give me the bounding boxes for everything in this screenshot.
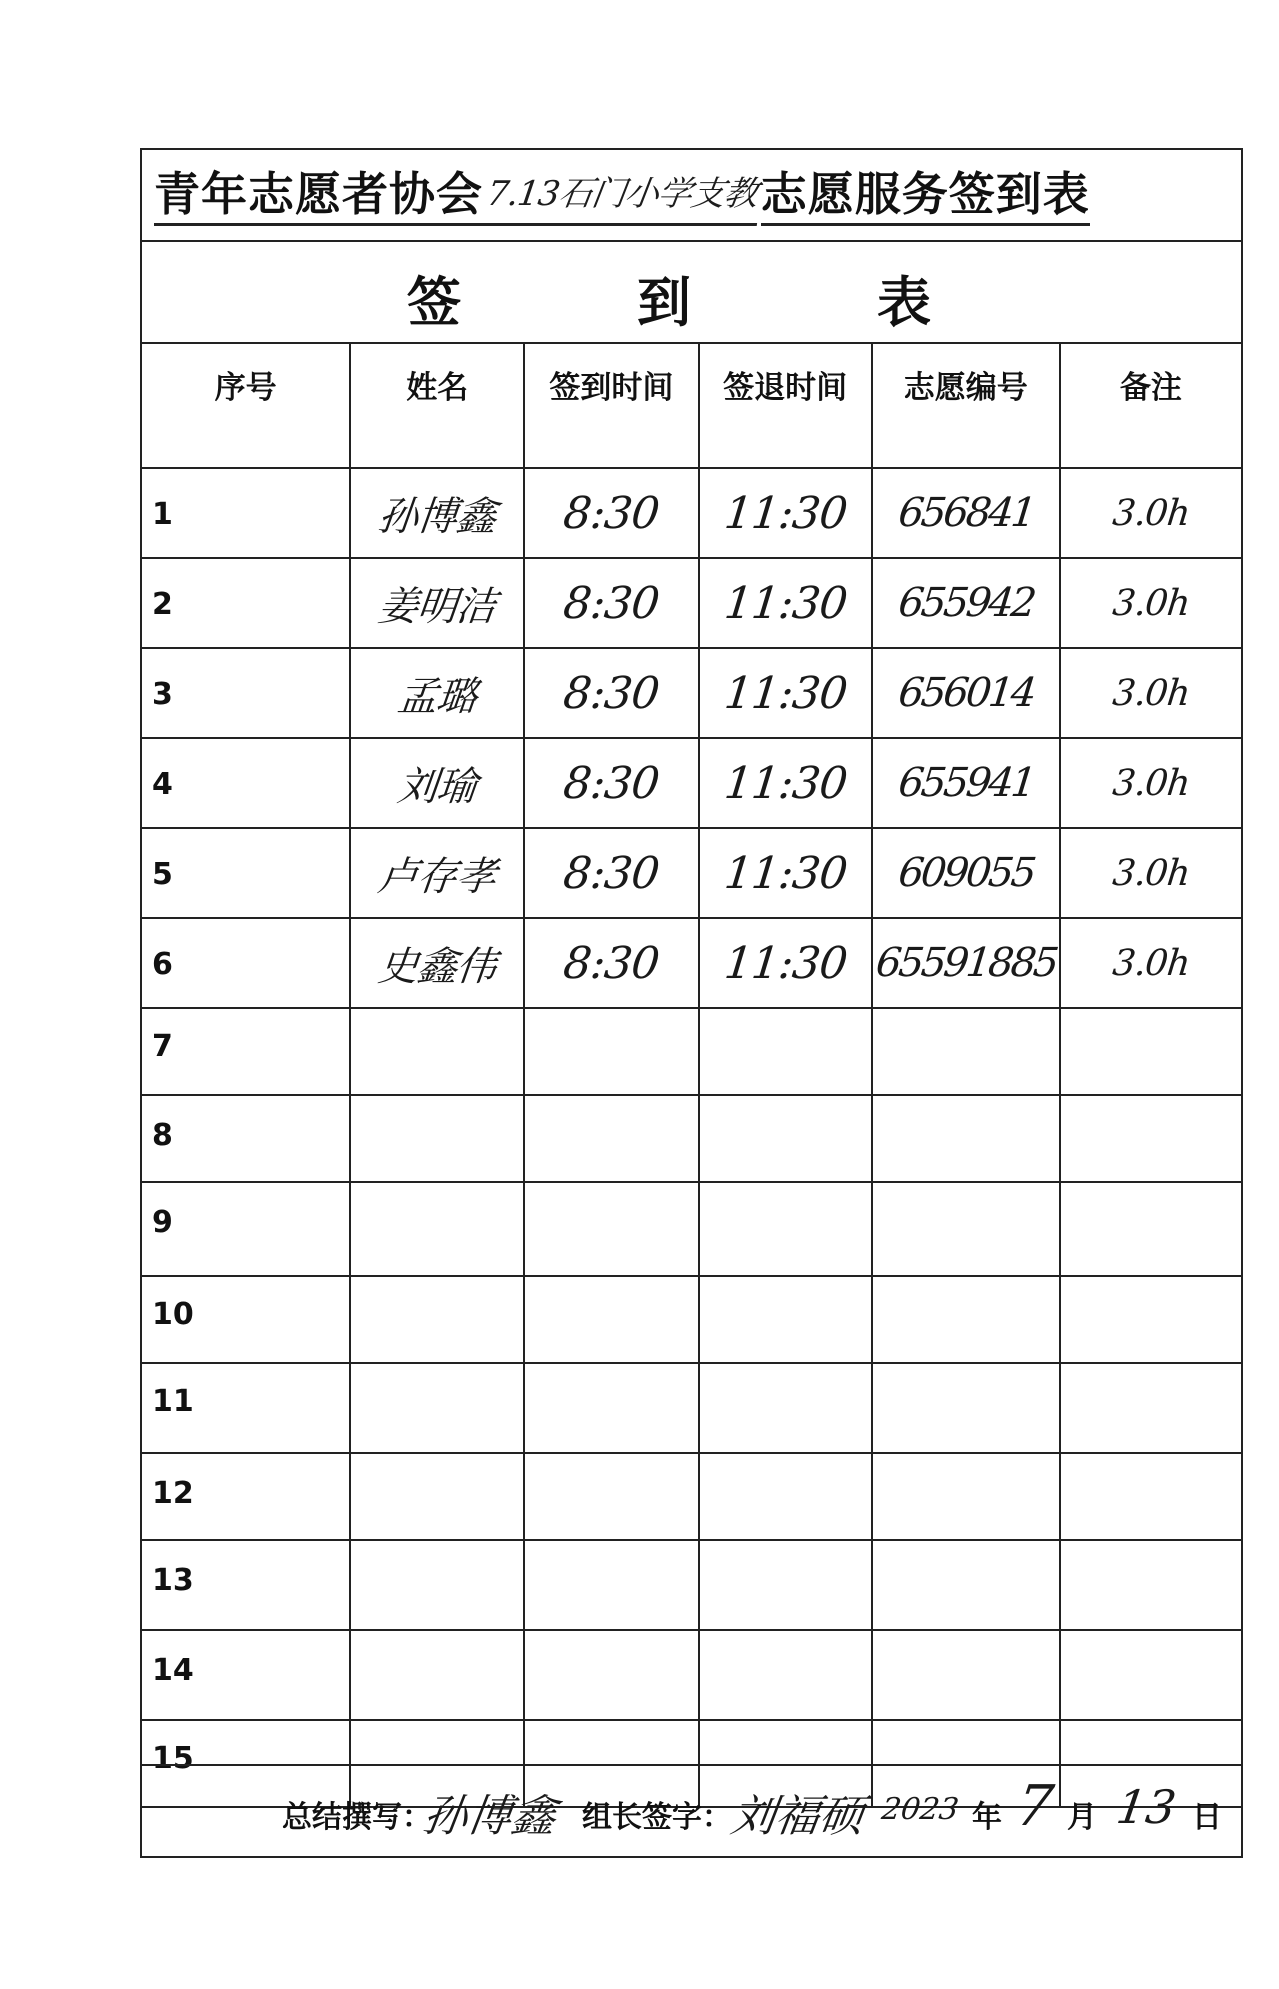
header-index: 序号 bbox=[142, 342, 350, 468]
index-cell bbox=[142, 1095, 350, 1182]
sign-out-time-cell-text: 11:30 bbox=[721, 667, 849, 719]
header-row bbox=[142, 342, 1241, 468]
table-row bbox=[142, 1453, 1241, 1540]
sign-out-time-cell bbox=[699, 1182, 872, 1276]
sign-out-time-cell bbox=[699, 1095, 872, 1182]
index-cell-text: 12 bbox=[152, 1476, 194, 1511]
volunteer-id-cell-text: 65591885 bbox=[873, 940, 1058, 986]
sign-in-time-cell bbox=[524, 558, 698, 648]
volunteer-id-cell-text: 655942 bbox=[895, 580, 1036, 626]
sign-in-time-cell-text: 8:30 bbox=[561, 847, 662, 899]
index-cell bbox=[142, 468, 350, 558]
index-cell bbox=[142, 1540, 350, 1630]
volunteer-id-cell bbox=[872, 558, 1060, 648]
volunteer-id-cell bbox=[872, 1363, 1060, 1453]
name-cell bbox=[350, 1008, 524, 1095]
summary-signature: 孙博鑫 bbox=[419, 1791, 559, 1842]
volunteer-id-cell bbox=[872, 648, 1060, 738]
index-cell-text: 4 bbox=[152, 767, 173, 802]
remark-cell bbox=[1060, 558, 1241, 648]
sign-in-time-cell-text: 8:30 bbox=[561, 757, 662, 809]
table-row bbox=[142, 648, 1241, 738]
title-prefix: 青年志愿者协会 bbox=[154, 165, 483, 226]
remark-cell bbox=[1060, 1453, 1241, 1540]
sign-out-time-cell bbox=[699, 1363, 872, 1453]
sign-out-time-cell-text: 11:30 bbox=[721, 757, 849, 809]
volunteer-id-cell bbox=[872, 918, 1060, 1008]
volunteer-id-cell bbox=[872, 1540, 1060, 1630]
remark-cell bbox=[1060, 1095, 1241, 1182]
name-cell-text: 刘瑜 bbox=[395, 763, 479, 810]
index-cell bbox=[142, 1630, 350, 1720]
sign-out-time-cell-text: 11:30 bbox=[721, 937, 849, 989]
name-cell bbox=[350, 1095, 524, 1182]
table-row bbox=[142, 828, 1241, 918]
name-cell bbox=[350, 468, 524, 558]
sign-out-time-cell-text: 11:30 bbox=[721, 847, 849, 899]
name-cell-text: 孟璐 bbox=[395, 673, 479, 720]
table-row bbox=[142, 1540, 1241, 1630]
sign-in-time-cell bbox=[524, 918, 698, 1008]
sign-out-time-cell bbox=[699, 738, 872, 828]
sign-out-time-cell bbox=[699, 648, 872, 738]
index-cell-text: 11 bbox=[152, 1384, 194, 1419]
subtitle-char-1: 签 bbox=[407, 271, 461, 334]
sign-in-time-cell bbox=[524, 1363, 698, 1453]
sign-out-time-cell bbox=[699, 558, 872, 648]
index-cell bbox=[142, 1276, 350, 1363]
name-cell bbox=[350, 558, 524, 648]
header-name: 姓名 bbox=[350, 342, 524, 468]
index-cell-text: 8 bbox=[152, 1118, 173, 1153]
sign-out-time-cell bbox=[699, 1008, 872, 1095]
name-cell bbox=[350, 918, 524, 1008]
sign-in-time-cell-text: 8:30 bbox=[561, 577, 662, 629]
table-row bbox=[142, 468, 1241, 558]
sign-in-time-cell bbox=[524, 1453, 698, 1540]
day-value: 13 bbox=[1113, 1780, 1180, 1834]
index-cell-text: 7 bbox=[152, 1029, 173, 1064]
index-cell bbox=[142, 1453, 350, 1540]
volunteer-id-cell bbox=[872, 1630, 1060, 1720]
header-volunteer-id: 志愿编号 bbox=[872, 342, 1060, 468]
leader-signature: 刘福硕 bbox=[727, 1791, 867, 1842]
remark-cell bbox=[1060, 918, 1241, 1008]
sign-in-time-cell bbox=[524, 1630, 698, 1720]
index-cell bbox=[142, 828, 350, 918]
remark-cell bbox=[1060, 1363, 1241, 1453]
header-sign-in-time: 签到时间 bbox=[524, 342, 698, 468]
summary-label: 总结撰写： bbox=[282, 1800, 432, 1835]
index-cell bbox=[142, 1008, 350, 1095]
index-cell-text: 1 bbox=[152, 497, 173, 532]
sign-out-time-cell bbox=[699, 918, 872, 1008]
subtitle-row bbox=[142, 242, 1241, 344]
title-row bbox=[142, 150, 1241, 242]
index-cell bbox=[142, 558, 350, 648]
table-row bbox=[142, 1008, 1241, 1095]
sign-out-time-cell bbox=[699, 1453, 872, 1540]
name-cell bbox=[350, 1453, 524, 1540]
name-cell-text: 史鑫伟 bbox=[375, 943, 498, 990]
name-cell-text: 卢存孝 bbox=[375, 853, 498, 900]
volunteer-id-cell bbox=[872, 1182, 1060, 1276]
sign-in-time-cell bbox=[524, 648, 698, 738]
leader-label: 组长签字： bbox=[582, 1800, 732, 1835]
sign-out-time-cell bbox=[699, 1630, 872, 1720]
index-cell-text: 9 bbox=[152, 1205, 173, 1240]
subtitle-char-3: 表 bbox=[877, 271, 931, 334]
sign-out-time-cell bbox=[699, 468, 872, 558]
remark-cell bbox=[1060, 1008, 1241, 1095]
index-cell-text: 2 bbox=[152, 587, 173, 622]
sign-in-time-cell bbox=[524, 828, 698, 918]
name-cell bbox=[350, 648, 524, 738]
index-cell-text: 15 bbox=[152, 1741, 194, 1776]
sign-out-time-cell-text: 11:30 bbox=[721, 487, 849, 539]
name-cell bbox=[350, 738, 524, 828]
volunteer-id-cell-text: 655941 bbox=[895, 760, 1036, 806]
index-cell-text: 10 bbox=[152, 1297, 194, 1332]
index-cell-text: 6 bbox=[152, 947, 173, 982]
name-cell-text: 孙博鑫 bbox=[375, 493, 498, 540]
sign-in-time-cell bbox=[524, 468, 698, 558]
remark-cell-text: 3.0h bbox=[1110, 942, 1192, 984]
title-suffix: 志愿服务签到表 bbox=[761, 165, 1090, 226]
table-row bbox=[142, 918, 1241, 1008]
remark-cell-text: 3.0h bbox=[1110, 852, 1192, 894]
remark-cell-text: 3.0h bbox=[1110, 672, 1192, 714]
table-row bbox=[142, 1182, 1241, 1276]
volunteer-id-cell-text: 656841 bbox=[895, 490, 1036, 536]
name-cell bbox=[350, 1630, 524, 1720]
volunteer-id-cell bbox=[872, 1008, 1060, 1095]
table-row bbox=[142, 1095, 1241, 1182]
remark-cell bbox=[1060, 738, 1241, 828]
name-cell bbox=[350, 1540, 524, 1630]
index-cell bbox=[142, 918, 350, 1008]
month-value: 7 bbox=[1012, 1774, 1058, 1839]
volunteer-id-cell bbox=[872, 828, 1060, 918]
footer-row bbox=[142, 1764, 1241, 1856]
sign-out-time-cell bbox=[699, 1540, 872, 1630]
index-cell-text: 14 bbox=[152, 1653, 194, 1688]
index-cell bbox=[142, 1182, 350, 1276]
remark-cell bbox=[1060, 1276, 1241, 1363]
sign-in-time-cell bbox=[524, 1540, 698, 1630]
volunteer-id-cell bbox=[872, 1453, 1060, 1540]
volunteer-id-cell bbox=[872, 1095, 1060, 1182]
sign-in-time-cell bbox=[524, 738, 698, 828]
sign-out-time-cell-text: 11:30 bbox=[721, 577, 849, 629]
index-cell-text: 13 bbox=[152, 1563, 194, 1598]
sign-in-time-cell bbox=[524, 1008, 698, 1095]
index-cell-text: 3 bbox=[152, 677, 173, 712]
sign-in-time-cell bbox=[524, 1276, 698, 1363]
day-label: 日 bbox=[1192, 1800, 1222, 1835]
header-remark: 备注 bbox=[1060, 342, 1241, 468]
header-sign-out-time: 签退时间 bbox=[699, 342, 872, 468]
sign-in-time-cell bbox=[524, 1095, 698, 1182]
name-cell bbox=[350, 1276, 524, 1363]
table-row bbox=[142, 738, 1241, 828]
name-cell-text: 姜明洁 bbox=[375, 583, 498, 630]
index-cell bbox=[142, 648, 350, 738]
index-cell bbox=[142, 738, 350, 828]
sign-in-sheet bbox=[140, 148, 1243, 1858]
remark-cell bbox=[1060, 648, 1241, 738]
index-cell-text: 5 bbox=[152, 857, 173, 892]
sign-in-time-cell-text: 8:30 bbox=[561, 487, 662, 539]
sign-out-time-cell bbox=[699, 828, 872, 918]
month-label: 月 bbox=[1067, 1800, 1097, 1835]
index-cell bbox=[142, 1363, 350, 1453]
remark-cell-text: 3.0h bbox=[1110, 492, 1192, 534]
table-row bbox=[142, 1363, 1241, 1453]
remark-cell bbox=[1060, 828, 1241, 918]
remark-cell bbox=[1060, 468, 1241, 558]
sign-in-time-cell-text: 8:30 bbox=[561, 937, 662, 989]
sign-out-time-cell bbox=[699, 1276, 872, 1363]
remark-cell bbox=[1060, 1630, 1241, 1720]
year-label: 年 bbox=[972, 1800, 1002, 1835]
subtitle-char-2: 到 bbox=[637, 271, 691, 334]
volunteer-id-cell bbox=[872, 1276, 1060, 1363]
sign-in-time-cell-text: 8:30 bbox=[561, 667, 662, 719]
remark-cell-text: 3.0h bbox=[1110, 582, 1192, 624]
sign-in-time-cell bbox=[524, 1182, 698, 1276]
table-row bbox=[142, 1276, 1241, 1363]
name-cell bbox=[350, 828, 524, 918]
title-handwritten-event: 7.13石门小学支教 bbox=[479, 165, 765, 226]
remark-cell bbox=[1060, 1182, 1241, 1276]
year-value: 2023 bbox=[879, 1792, 961, 1827]
volunteer-id-cell-text: 609055 bbox=[895, 850, 1036, 896]
volunteer-id-cell bbox=[872, 468, 1060, 558]
name-cell bbox=[350, 1363, 524, 1453]
remark-cell bbox=[1060, 1540, 1241, 1630]
volunteer-id-cell bbox=[872, 738, 1060, 828]
table-row bbox=[142, 558, 1241, 648]
sign-in-table bbox=[142, 342, 1241, 1808]
volunteer-id-cell-text: 656014 bbox=[895, 670, 1036, 716]
remark-cell-text: 3.0h bbox=[1110, 762, 1192, 804]
table-row bbox=[142, 1630, 1241, 1720]
name-cell bbox=[350, 1182, 524, 1276]
